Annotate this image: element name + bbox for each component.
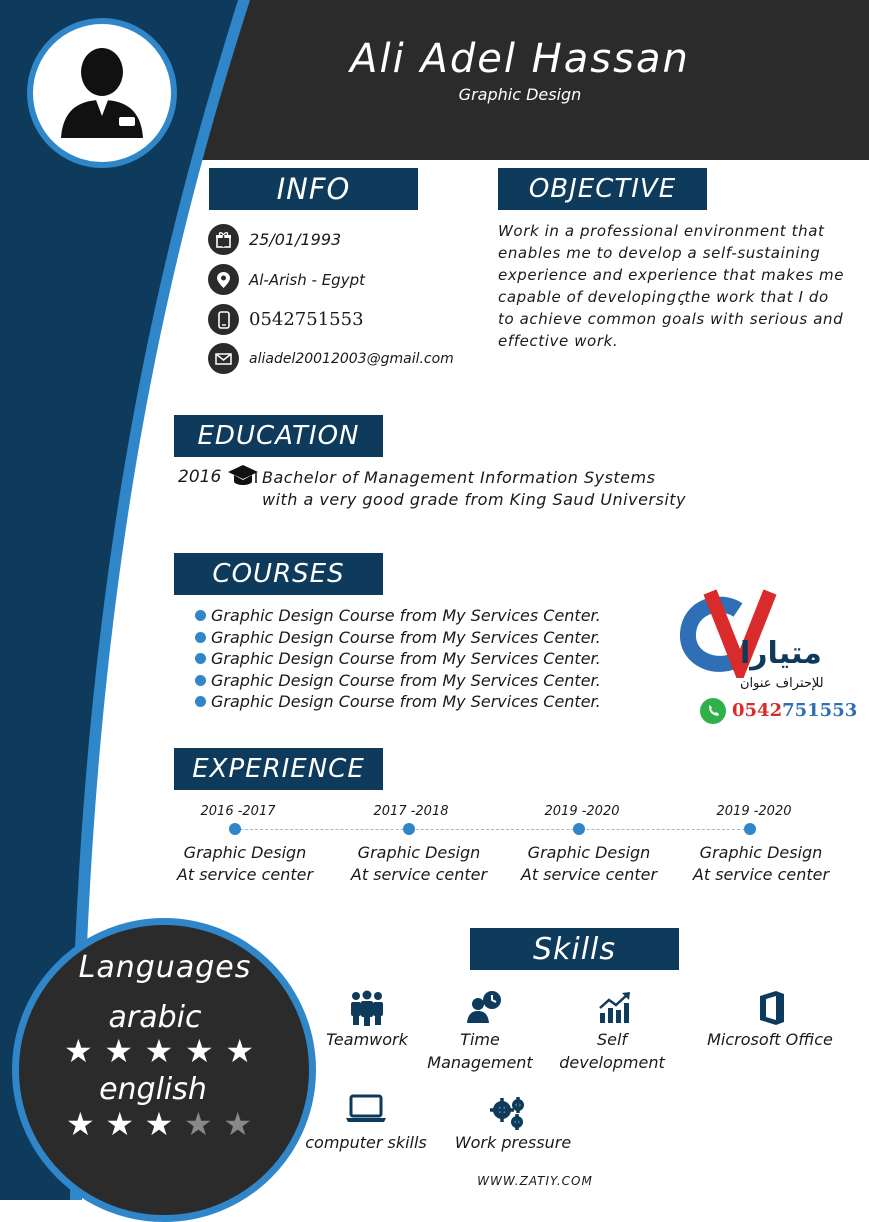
person-title: Graphic Design [458, 85, 582, 104]
experience-role: Graphic Design [183, 843, 307, 862]
experience-years: 2019 -2020 [544, 804, 620, 819]
experience-years: 2019 -2020 [716, 804, 792, 819]
info-birthday [208, 224, 341, 255]
language-rating-english [66, 1105, 252, 1143]
bullet-icon [195, 696, 206, 707]
language-name: arabic [108, 1000, 202, 1035]
info-phone [208, 304, 364, 335]
star-icon: ★ [144, 1105, 174, 1143]
timeline-dot [403, 823, 415, 835]
experience-role: Graphic Design [527, 843, 651, 862]
gift-icon [208, 224, 239, 255]
section-title-skills: Skills [470, 928, 679, 970]
language-rating-arabic [64, 1032, 254, 1070]
experience-years: 2016 -2017 [200, 804, 276, 819]
office-icon [756, 990, 788, 1030]
logo-arabic-sub: للإحتراف عنوان [740, 676, 824, 691]
star-icon: ★ [64, 1032, 93, 1070]
info-email [208, 343, 454, 374]
star-icon: ★ [184, 1032, 214, 1070]
mobile-phone-icon [208, 304, 239, 335]
timeline-line [235, 829, 750, 830]
section-title-education: EDUCATION [174, 415, 383, 457]
experience-years: 2017 -2018 [373, 804, 449, 819]
star-icon: ★ [144, 1032, 174, 1070]
skill-label: Self development [559, 1030, 665, 1072]
experience-place: At service center [350, 865, 488, 884]
course-item: Graphic Design Course from My Services Center. [195, 628, 601, 647]
section-title-courses: COURSES [174, 553, 383, 595]
envelope-icon [208, 343, 239, 374]
whatsapp-icon [700, 698, 726, 724]
logo-phone: 0542751553 [732, 700, 858, 721]
star-icon: ★ [66, 1105, 95, 1143]
star-icon: ★ [105, 1105, 135, 1143]
graduation-cap-icon [227, 463, 259, 493]
education-line-2: with a very good grade from King Saud University [262, 490, 687, 509]
gears-icon [490, 1096, 528, 1134]
experience-role: Graphic Design [357, 843, 481, 862]
person-icon [33, 24, 171, 162]
timeline-dot [573, 823, 585, 835]
footer-website: WWW.ZATIY.COM [477, 1174, 593, 1188]
location-text: Al-Arish - Egypt [249, 270, 365, 289]
info-location [208, 264, 365, 295]
growth-chart-icon [598, 991, 632, 1027]
timeline-dot [229, 823, 241, 835]
course-item: Graphic Design Course from My Services Center. [195, 671, 601, 690]
email-text: aliadel20012003@gmail.com [249, 350, 454, 367]
course-item: Graphic Design Course from My Services Center. [195, 606, 601, 625]
time-management-icon [466, 990, 502, 1028]
avatar [27, 18, 177, 168]
star-icon: ★ [104, 1032, 134, 1070]
cv-logo [680, 588, 858, 723]
experience-place: At service center [520, 865, 658, 884]
experience-role: Graphic Design [699, 843, 823, 862]
bullet-icon [195, 632, 206, 643]
bullet-icon [195, 675, 206, 686]
person-name: Ali Adel Hassan [350, 36, 690, 82]
bullet-icon [195, 610, 206, 621]
course-item: Graphic Design Course from My Services Center. [195, 649, 601, 668]
section-title-experience: EXPERIENCE [174, 748, 383, 790]
course-item: Graphic Design Course from My Services Center. [195, 692, 601, 711]
language-name: english [99, 1072, 207, 1107]
experience-place: At service center [692, 865, 830, 884]
star-empty-icon: ★ [183, 1105, 213, 1143]
languages-title: Languages [78, 950, 252, 985]
skill-label: Teamwork [326, 1030, 408, 1049]
timeline-dot [744, 823, 756, 835]
section-title-objective: OBJECTIVE [498, 168, 707, 210]
bullet-icon [195, 653, 206, 664]
skill-label: Microsoft Office [707, 1030, 833, 1049]
logo-arabic-name: متيارا [740, 636, 822, 671]
teamwork-icon [348, 990, 386, 1030]
objective-text: Work in a professional environment that enables me to develop a self-sustaining experience and experience that makes me capable of developingꞔthe work that I do to achieve common goals with serious and effective work. [498, 222, 845, 350]
location-pin-icon [208, 264, 239, 295]
education-year: 2016 [178, 467, 222, 487]
experience-place: At service center [176, 865, 314, 884]
skill-label: Time Management [427, 1030, 533, 1072]
star-empty-icon: ★ [223, 1105, 252, 1143]
star-icon: ★ [225, 1032, 254, 1070]
education-line-1: Bachelor of Management Information Systems [262, 468, 656, 487]
skill-label: computer skills [305, 1133, 427, 1152]
birthday-text: 25/01/1993 [249, 230, 342, 249]
laptop-icon [344, 1094, 388, 1128]
section-title-info: INFO [209, 168, 418, 210]
phone-text: 0542751553 [249, 309, 364, 330]
skill-label: Work pressure [454, 1133, 572, 1152]
